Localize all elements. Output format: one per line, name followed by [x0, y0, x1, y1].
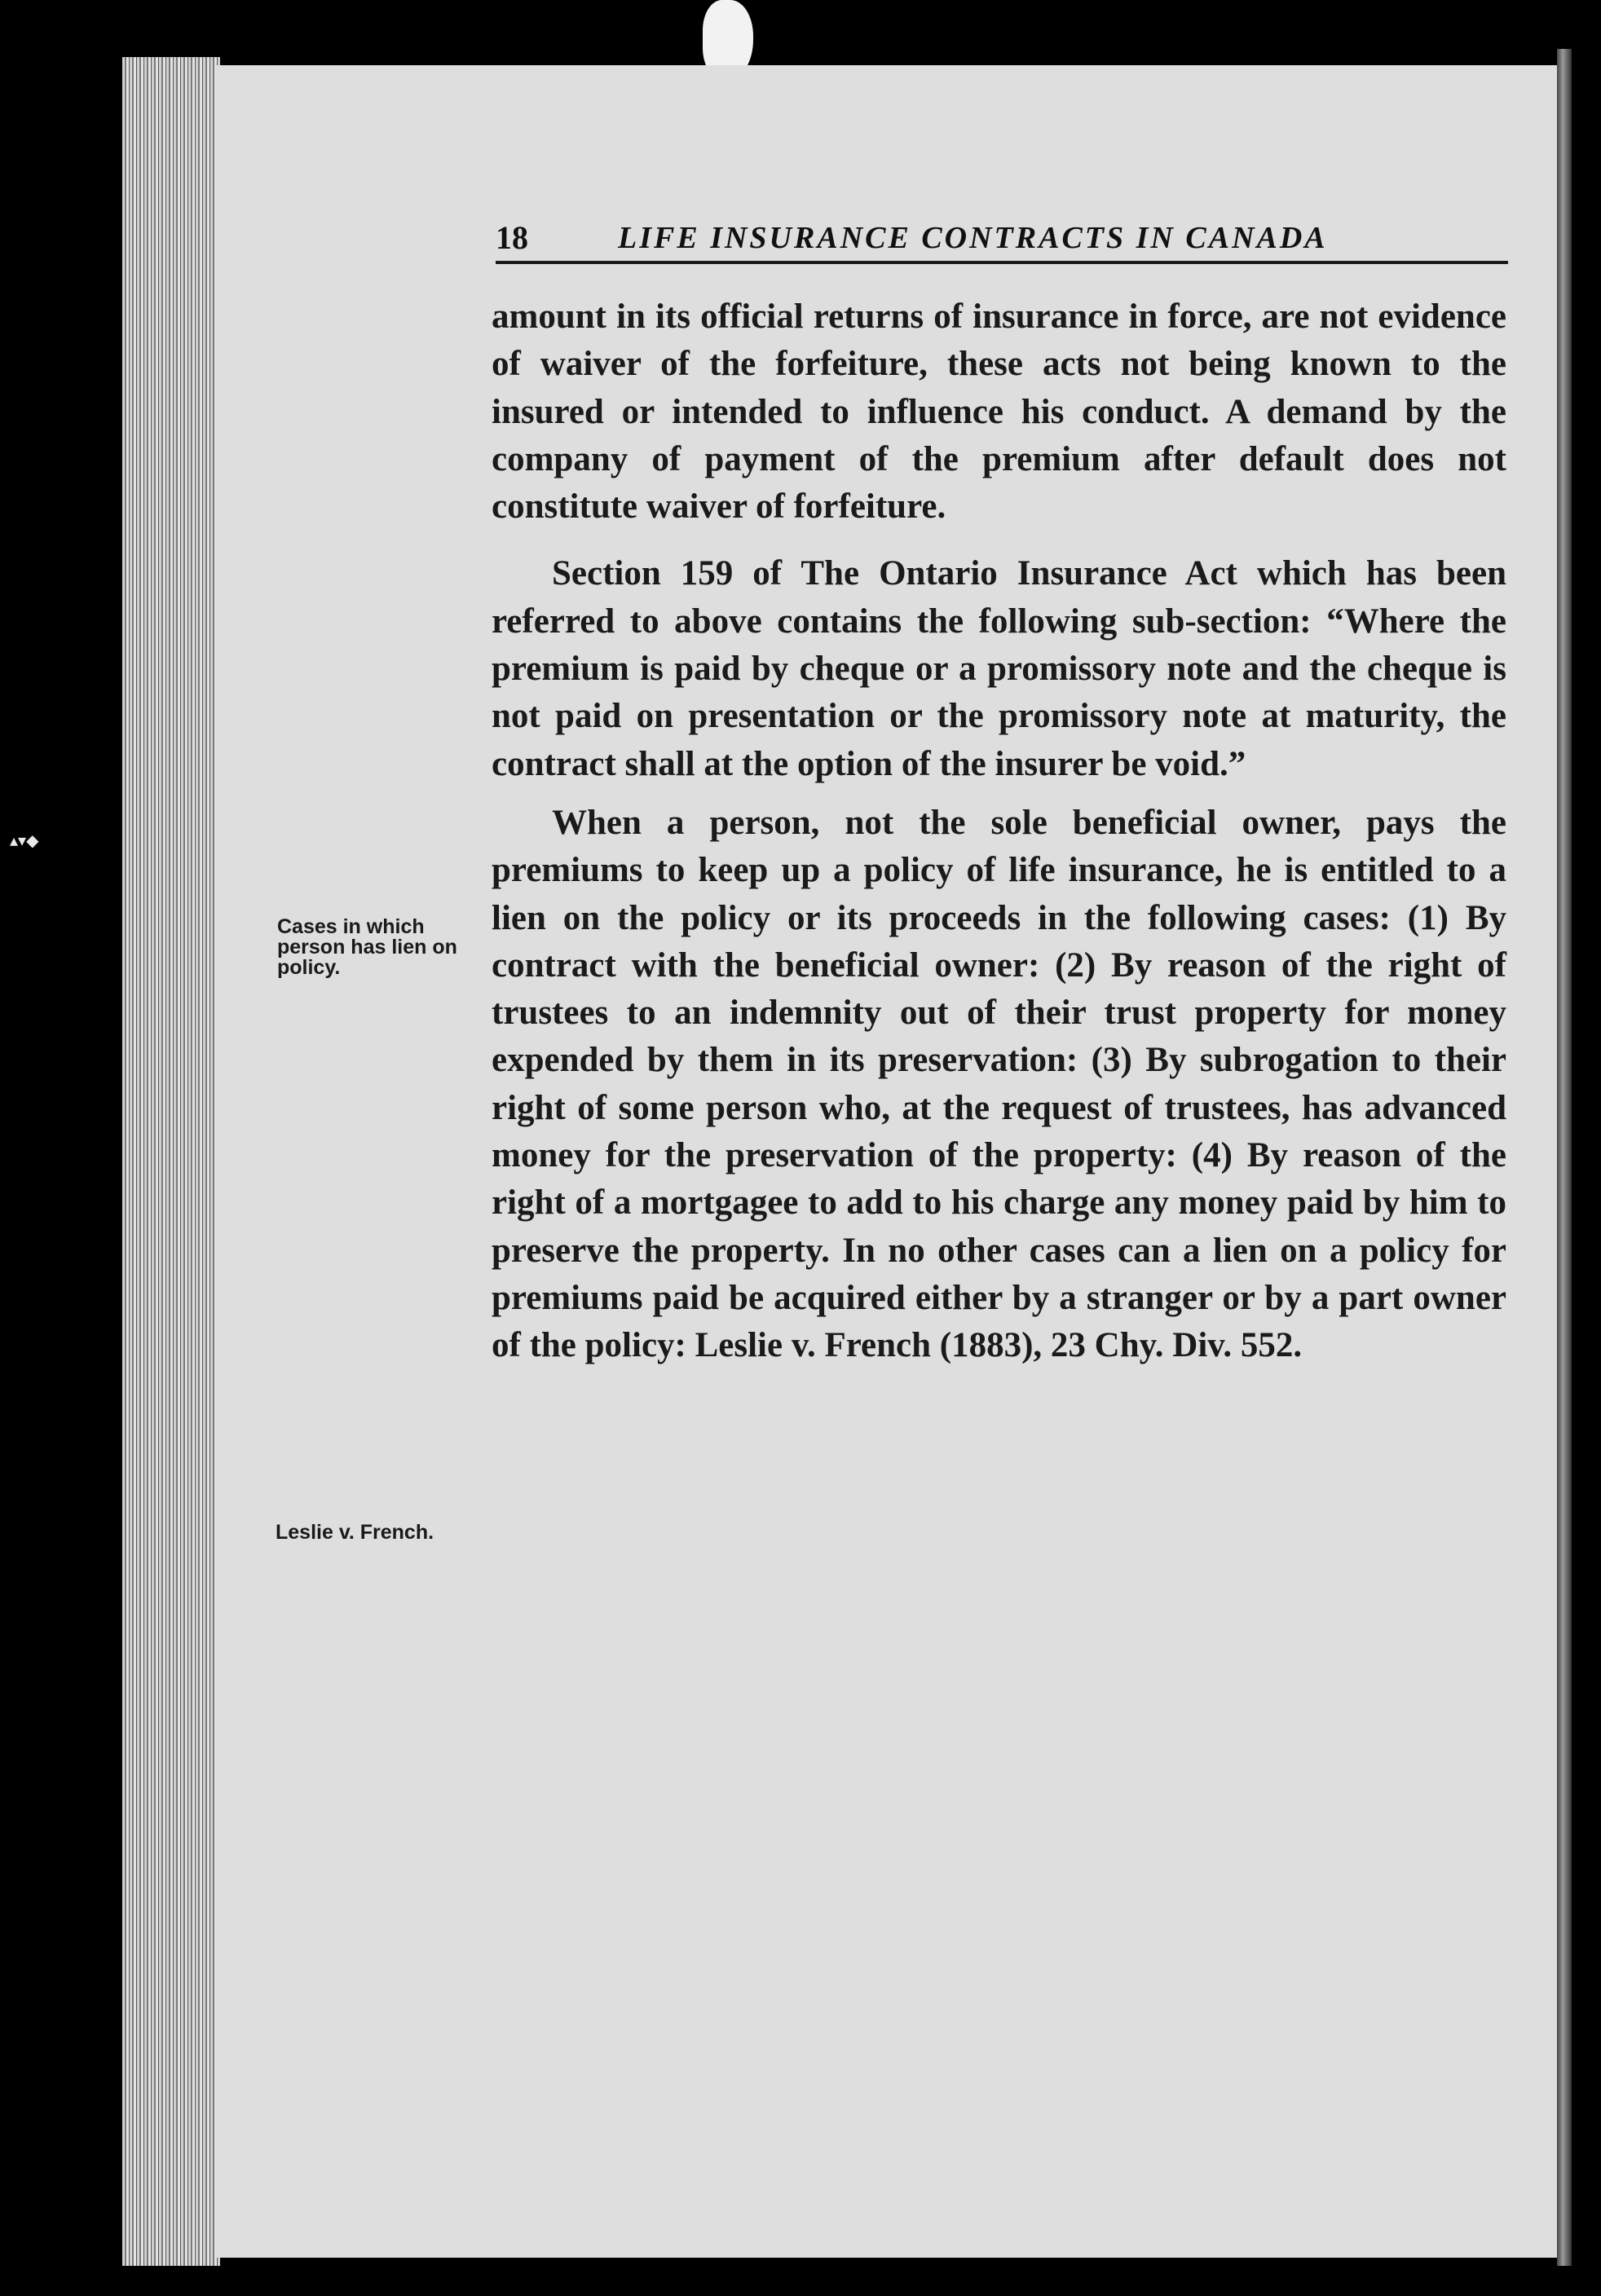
page-stack-edges: [122, 57, 220, 2266]
page-right-edge: [1557, 49, 1572, 2266]
margin-note-lien: Cases in which person has lien on policy.: [277, 915, 457, 979]
body-text: [492, 293, 1506, 1370]
margin-note-leslie: Leslie v. French.: [276, 1521, 434, 1544]
paragraph-waiver: amount in its official returns of insurance in force, are not evidence of waiver of the forfeiture, these acts not being known to the insured or intended to influence his conduct. A demand by the company of payment of the premium after default does not constitute waiver of forfeiture.: [492, 297, 1506, 527]
page-number: 18: [496, 219, 528, 256]
running-title: LIFE INSURANCE CONTRACTS IN CANADA: [618, 221, 1328, 255]
paragraph-lien-cases: When a person, not the sole beneficial owner, pays the premiums to keep up a policy of life insurance, he is entitled to a lien on the policy or its proceeds in the following cases: (1) By contract with the beneficial owner: (2) By reason of the right of trustees to an indemnity out of their trust property for money expended by them in its preservation: (3) By subrogation to their right of some person who, at the request of trustees, has advanced money for the preservation of the property: (4) By reason of the right of a mortgagee to add to his charge any money paid by him to preserve the property. In no other cases can a lien on a policy for premiums paid be acquired either by a stranger or by a part owner of the policy: Leslie v. French (1883), 23 Chy. Div. 552.: [492, 803, 1506, 1365]
page-header: [496, 214, 1508, 264]
paragraph-section-159: Section 159 of The Ontario Insurance Act which has been referred to above contains the following sub-section: “Where the premium is paid by cheque or a promissory note and the cheque is not paid on presentation or the promissory note at maturity, the contract shall at the option of the insurer be void.”: [492, 554, 1506, 783]
scan-speck: ▴▾◆: [10, 831, 39, 850]
